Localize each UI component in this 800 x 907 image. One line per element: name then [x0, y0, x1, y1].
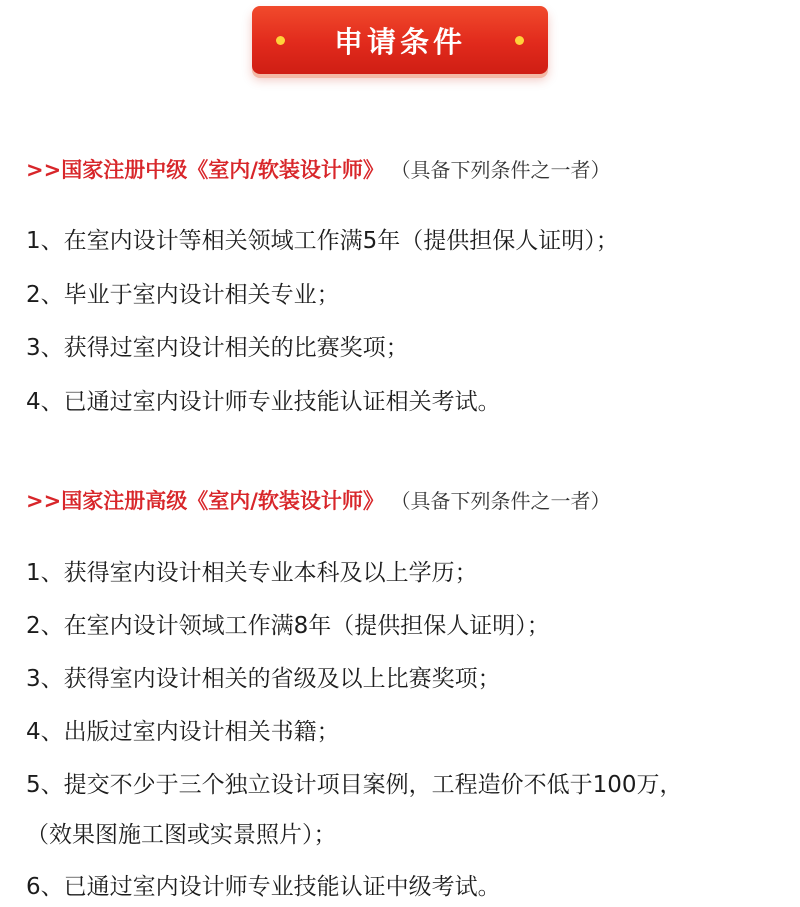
- left-dot-icon: [276, 36, 285, 45]
- list-item: 6、已通过室内设计师专业技能认证中级考试。: [26, 874, 501, 900]
- banner-box: [252, 6, 548, 74]
- heading-title: >>国家注册中级《室内/软装设计师》: [26, 158, 384, 182]
- banner-title: 申请条件: [333, 24, 466, 59]
- heading-note: （具备下列条件之一者）: [390, 158, 611, 182]
- section-intermediate: [26, 156, 786, 184]
- list-item: 3、获得室内设计相关的省级及以上比赛奖项；: [26, 666, 501, 692]
- section-heading: [26, 487, 786, 515]
- list-item: 1、获得室内设计相关专业本科及以上学历；: [26, 560, 478, 586]
- list-item: 2、毕业于室内设计相关专业；: [26, 282, 340, 308]
- title-banner: [252, 6, 548, 74]
- heading-title: >>国家注册高级《室内/软装设计师》: [26, 489, 384, 513]
- section-heading: [26, 156, 786, 184]
- section-senior: [26, 487, 786, 515]
- list-item: 4、出版过室内设计相关书籍；: [26, 719, 340, 745]
- list-item: 5、提交不少于三个独立设计项目案例，工程造价不低于100万，: [26, 772, 683, 798]
- list-item: 2、在室内设计领域工作满8年（提供担保人证明）；: [26, 613, 550, 639]
- list-item: 4、已通过室内设计师专业技能认证相关考试。: [26, 389, 501, 415]
- list-item: 3、获得过室内设计相关的比赛奖项；: [26, 335, 409, 361]
- heading-note: （具备下列条件之一者）: [390, 489, 611, 513]
- list-item: 1、在室内设计等相关领域工作满5年（提供担保人证明）；: [26, 228, 619, 254]
- right-dot-icon: [515, 36, 524, 45]
- list-item-continuation: （效果图施工图或实景照片）；: [26, 822, 337, 848]
